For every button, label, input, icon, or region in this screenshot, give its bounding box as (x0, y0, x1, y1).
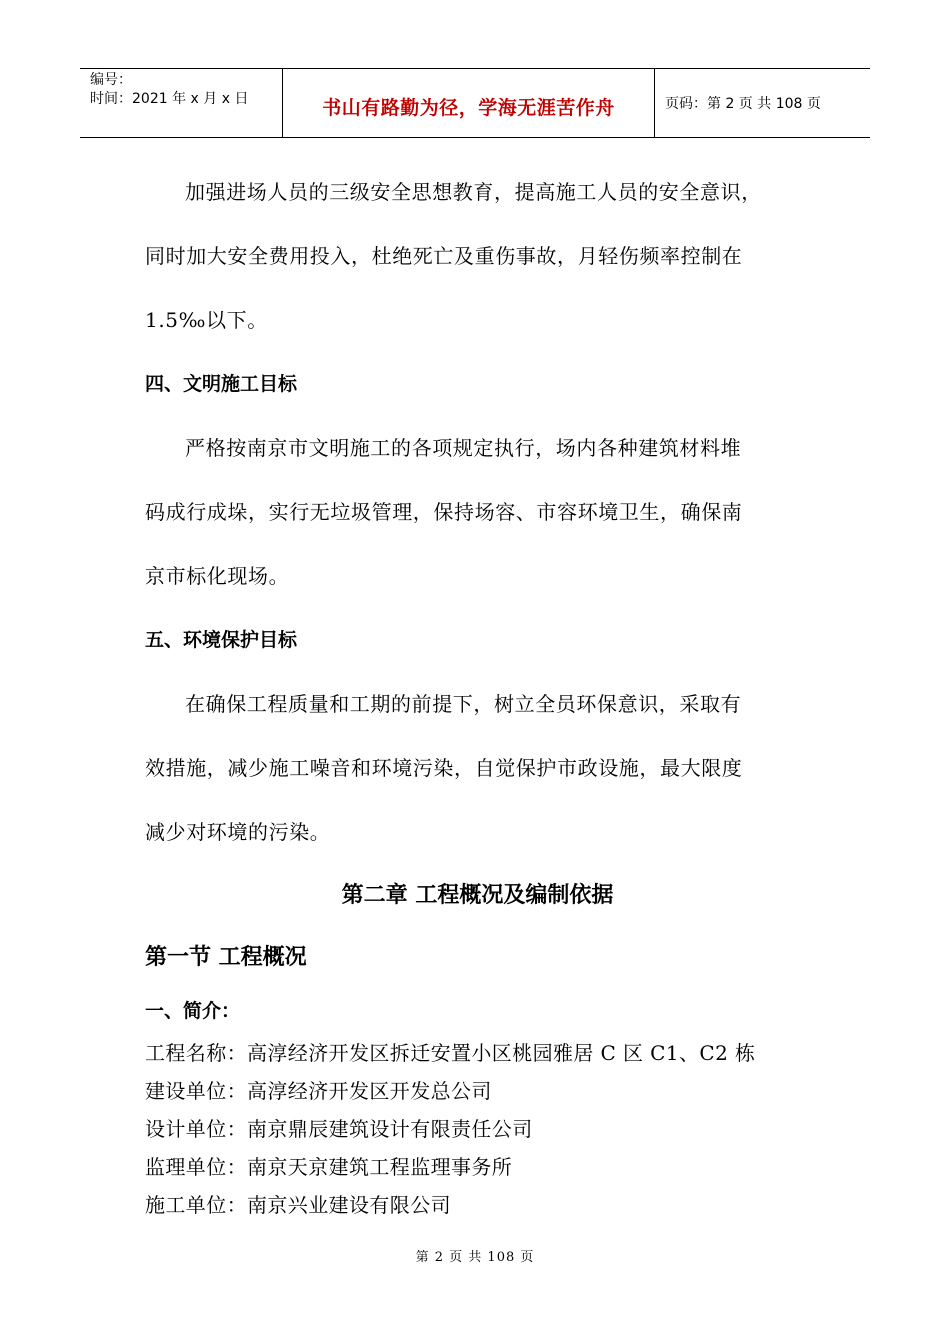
chapter-title: 第二章 工程概况及编制依据 (341, 883, 614, 908)
civil-paragraph-line-3: 京市标化现场。 (145, 564, 290, 588)
info-supervisor: 监理单位：南京天京建筑工程监理事务所 (145, 1155, 513, 1179)
env-paragraph-line-3: 减少对环境的污染。 (145, 820, 331, 844)
safety-paragraph-line-1: 加强进场人员的三级安全思想教育，提高施工人员的安全意识， (185, 180, 762, 204)
heading-civilized-construction: 四、文明施工目标 (145, 373, 298, 395)
info-designer: 设计单位：南京鼎辰建筑设计有限责任公司 (145, 1117, 533, 1141)
document-body (145, 160, 810, 1224)
info-builder: 建设单位：高淳经济开发区开发总公司 (145, 1079, 492, 1103)
safety-paragraph-line-2: 同时加大安全费用投入，杜绝死亡及重伤事故，月轻伤频率控制在 (145, 244, 743, 268)
header-page-cell (655, 69, 870, 137)
page-footer: 第 2 页 共 108 页 (415, 1250, 535, 1265)
section-title: 第一节 工程概况 (145, 945, 307, 970)
time-label: 时间：2021 年 x 月 x 日 (90, 91, 249, 107)
motto-text: 书山有路勤为径，学海无涯苦作舟 (322, 96, 615, 119)
number-label: 编号： (90, 72, 132, 88)
page-code: 页码：第 2 页 共 108 页 (665, 96, 821, 112)
page-header (80, 68, 870, 138)
civil-paragraph-line-2: 码成行成垛，实行无垃圾管理，保持场容、市容环境卫生，确保南 (145, 500, 743, 524)
civil-paragraph-line-1: 严格按南京市文明施工的各项规定执行，场内各种建筑材料堆 (185, 436, 742, 460)
header-motto-cell (282, 69, 655, 137)
heading-environment: 五、环境保护目标 (145, 629, 298, 651)
info-contractor: 施工单位：南京兴业建设有限公司 (145, 1193, 451, 1217)
safety-paragraph-line-3: 1.5‰以下。 (145, 308, 268, 332)
env-paragraph-line-1: 在确保工程质量和工期的前提下，树立全员环保意识，采取有 (185, 692, 742, 716)
env-paragraph-line-2: 效措施，减少施工噪音和环境污染，自觉保护市政设施，最大限度 (145, 756, 743, 780)
subheading-intro: 一、简介： (145, 1000, 241, 1022)
info-project-name: 工程名称：高淳经济开发区拆迁安置小区桃园雅居 C 区 C1、C2 栋 (145, 1041, 756, 1065)
header-meta (80, 69, 282, 137)
